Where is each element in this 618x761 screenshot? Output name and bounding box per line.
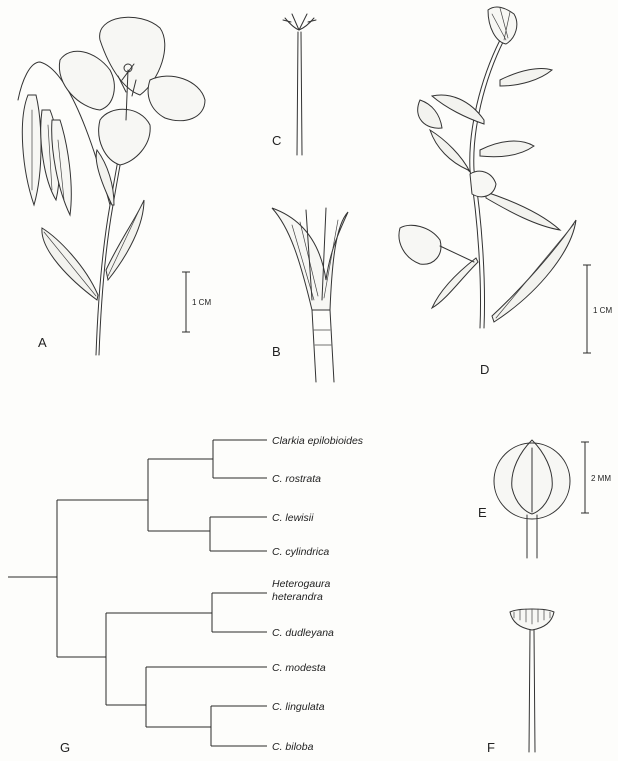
cladogram-tree [8, 440, 267, 746]
taxon-c-lingulata: C. lingulata [272, 701, 325, 713]
taxon-heterogaura-line2: heterandra [272, 591, 323, 603]
scale-label-a: 1 CM [192, 298, 212, 307]
taxon-c-dudleyana: C. dudleyana [272, 627, 334, 639]
panel-label-f: F [487, 740, 495, 755]
illustration-c-stigma [283, 14, 316, 155]
taxon-c-biloba: C. biloba [272, 741, 314, 753]
panel-label-a: A [38, 335, 47, 350]
panel-label-e: E [478, 505, 487, 520]
taxon-c-cylindrica: C. cylindrica [272, 546, 330, 558]
taxon-c-rostrata: C. rostrata [272, 473, 322, 485]
taxon-c-lewisii: C. lewisii [272, 512, 314, 524]
taxon-heterogaura-line1: Heterogaura [272, 578, 331, 590]
illustration-e-seed [494, 440, 570, 558]
scale-bar-d [583, 265, 591, 353]
taxon-c-modesta: C. modesta [272, 662, 326, 674]
illustration-f-style [510, 609, 554, 752]
scale-bar-a [182, 272, 190, 332]
illustration-d-flowering-branch [399, 7, 576, 328]
panel-label-b: B [272, 344, 281, 359]
taxon-clarkia-epilobioides: Clarkia epilobioides [272, 435, 364, 447]
scale-label-d: 1 CM [593, 306, 613, 315]
panel-label-g: G [60, 740, 71, 755]
scale-label-e: 2 MM [591, 474, 611, 483]
illustration-a-flowering-stem [18, 17, 205, 355]
illustration-b-flower-section [272, 208, 348, 382]
cladogram-taxa [272, 435, 364, 753]
scale-bar-e [581, 442, 589, 513]
panel-label-d: D [480, 362, 490, 377]
panel-label-c: C [272, 133, 282, 148]
